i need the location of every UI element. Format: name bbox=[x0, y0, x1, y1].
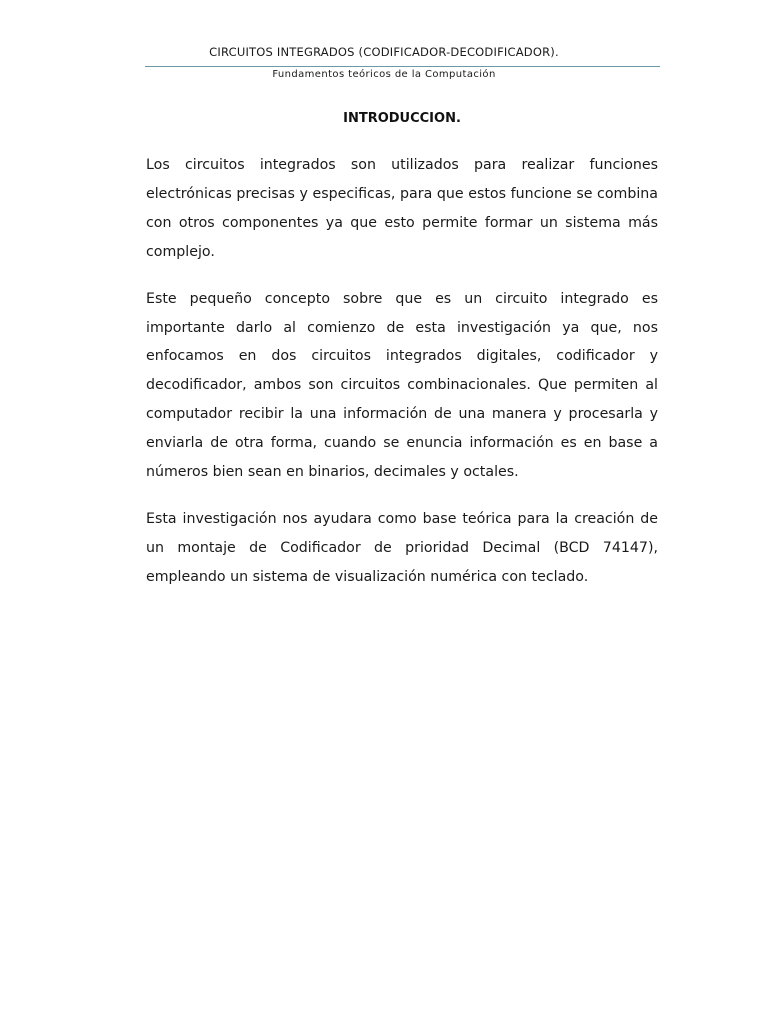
header-divider bbox=[145, 66, 660, 67]
section-heading: INTRODUCCION. bbox=[343, 111, 461, 126]
body-text bbox=[146, 151, 658, 610]
paragraph-1: Los circuitos integrados son utilizados para realizar funciones electrónicas precisas y especificas, para que estos funcione se combina con otros componentes ya que esto permite formar un sistema más complejo. bbox=[146, 157, 658, 260]
running-header-subtitle: Fundamentos teóricos de la Computación bbox=[272, 69, 496, 80]
paragraph-3: Esta investigación nos ayudara como base teórica para la creación de un montaje de Codificador de prioridad Decimal (BCD 74147), empleando un sistema de visualización numérica con teclado. bbox=[146, 510, 658, 585]
paragraph-2: Este pequeño concepto sobre que es un circuito integrado es importante darlo al comienzo de esta investigación ya que, nos enfocamos en dos circuitos integrados digitales, codificador y decodificador, ambos son circuitos combinacionales. Que permiten al computador recibir la una información de una manera y procesarla y enviarla de otra forma, cuando se enuncia información es en base a números bien sean en binarios, decimales y octales. bbox=[146, 290, 658, 481]
running-header-title: CIRCUITOS INTEGRADOS (CODIFICADOR-DECODIFICADOR). bbox=[209, 45, 559, 59]
